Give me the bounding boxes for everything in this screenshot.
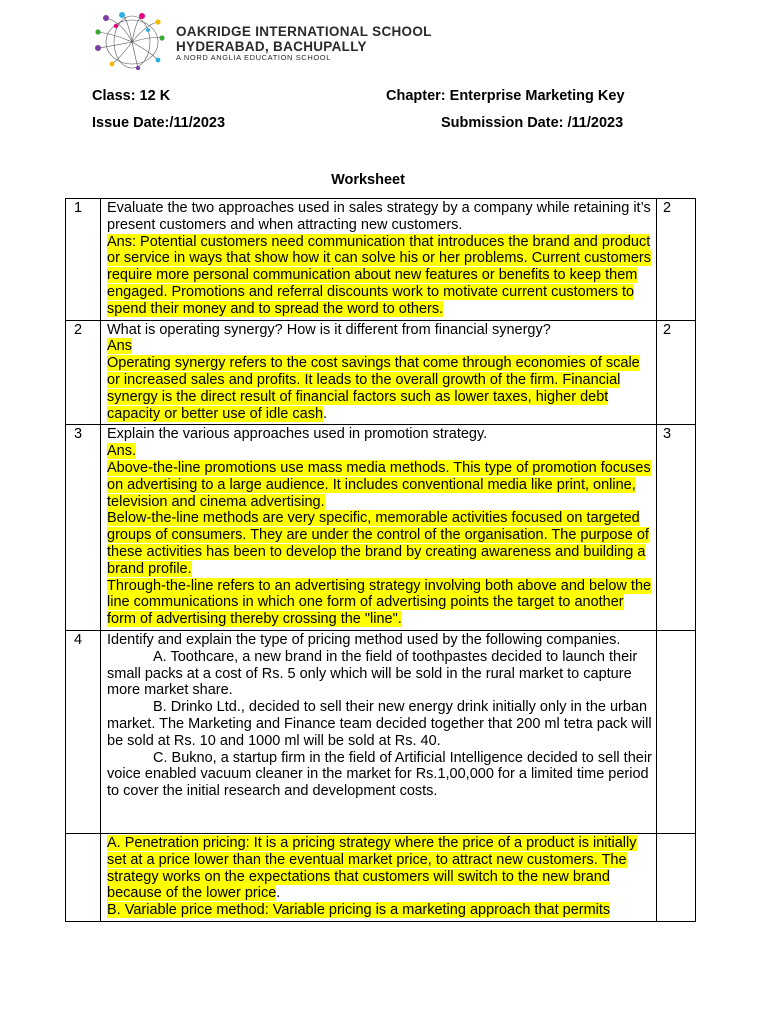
answer-label: Ans. bbox=[107, 443, 137, 460]
question-cell bbox=[101, 199, 657, 321]
answer-paragraph: Above-the-line promotions use mass media methods. This type of promotion focuses on advertising to a large audience. It includes conventional media like print, online, television and cinema advertising. bbox=[107, 459, 651, 510]
answer-text: Operating synergy refers to the cost savings that come through economies of scale or increased sales and profits. It leads to the overall growth of the firm. Financial synergy is the direct result of financial factors such as lower taxes, higher debt capacity or better use of idle cash bbox=[107, 355, 640, 422]
case-a: A. Toothcare, a new brand in the field of toothpastes decided to launch their small packs at a cost of Rs. 5 only which will be sold in the rural market to capture more market share. bbox=[107, 648, 638, 699]
school-header bbox=[92, 12, 492, 70]
answer-cell bbox=[101, 833, 657, 921]
marks-cell bbox=[657, 630, 696, 833]
answer-text: B. Variable price method: Variable pricing is a marketing approach that permits bbox=[107, 902, 611, 919]
question-text: Explain the various approaches used in promotion strategy. bbox=[107, 426, 488, 443]
issue-date: Issue Date:/11/2023 bbox=[92, 115, 226, 131]
school-logo bbox=[92, 12, 166, 70]
question-number: 4 bbox=[66, 630, 101, 833]
school-name-line2: HYDERABAD, BACHUPALLY bbox=[176, 38, 367, 54]
answer-label: Ans bbox=[107, 338, 132, 355]
case-b: B. Drinko Ltd., decided to sell their new energy drink initially only in the urban market. The Marketing and Finance team decided together that 200 ml tetra pack will be sold at Rs. 10 and 1000 ml will be sold at Rs. 40. bbox=[107, 699, 652, 749]
answer-text: A. Penetration pricing: It is a pricing strategy where the price of a product is initially set at a price lower than the eventual market price, to attract new customers. The strategy works on the expectations that customers will switch to the new brand because of the lower price bbox=[107, 834, 637, 902]
question-number bbox=[66, 833, 101, 921]
question-cell bbox=[101, 425, 657, 631]
question-number: 2 bbox=[66, 320, 101, 425]
question-text: Evaluate the two approaches used in sales strategy by a company while retaining it’s present customers and when attracting new customers. bbox=[107, 200, 651, 233]
answer-text: Ans: Potential customers need communication that introduces the brand and product or service in ways that show how it can solve his or her problems. Current customers require more personal communication about new features or benefits to keep them engaged. Promotions and referral discounts work to motivate current customers to spend their money and to spread the word to others. bbox=[107, 233, 651, 317]
question-text: Identify and explain the type of pricing method used by the following companies. bbox=[107, 631, 621, 648]
question-cell bbox=[101, 320, 657, 425]
worksheet-table bbox=[65, 198, 696, 922]
question-number: 3 bbox=[66, 425, 101, 631]
table-row bbox=[66, 425, 696, 631]
chapter-label: Chapter: Enterprise Marketing Key bbox=[386, 88, 625, 104]
answer-paragraph: Through-the-line refers to an advertising strategy involving both above and below the line communications in which one form of advertising points the target to another form of advertising thereby crossing the "line". bbox=[107, 577, 652, 628]
school-name-line1: OAKRIDGE INTERNATIONAL SCHOOL bbox=[176, 24, 432, 39]
table-row bbox=[66, 630, 696, 833]
question-text: What is operating synergy? How is it different from financial synergy? bbox=[107, 321, 551, 338]
marks-cell: 3 bbox=[657, 425, 696, 631]
marks-cell: 2 bbox=[657, 320, 696, 425]
question-number: 1 bbox=[66, 199, 101, 321]
question-cell bbox=[101, 630, 657, 833]
table-row bbox=[66, 320, 696, 425]
marks-cell bbox=[657, 833, 696, 921]
submission-date: Submission Date: /11/2023 bbox=[441, 115, 624, 131]
school-tagline: A NORD ANGLIA EDUCATION SCHOOL bbox=[176, 53, 331, 62]
class-label: Class: 12 K bbox=[92, 88, 171, 104]
worksheet-title: Worksheet bbox=[331, 172, 405, 188]
school-name bbox=[176, 25, 432, 54]
case-c: C. Bukno, a startup firm in the field of Artificial Intelligence decided to sell their voice enabled vacuum cleaner in the market for Rs.1,00,000 for a limited time period to cover the initial research and development costs. bbox=[107, 749, 652, 800]
table-row bbox=[66, 199, 696, 321]
answer-paragraph: Below-the-line methods are very specific, memorable activities focused on targeted groups of consumers. They are under the control of the organisation. The purpose of these activities has been to develop the brand by creating awareness and building a brand profile. bbox=[107, 510, 649, 577]
answer-end: . bbox=[276, 885, 281, 902]
answer-end: . bbox=[323, 405, 328, 422]
table-row bbox=[66, 833, 696, 921]
marks-cell: 2 bbox=[657, 199, 696, 321]
